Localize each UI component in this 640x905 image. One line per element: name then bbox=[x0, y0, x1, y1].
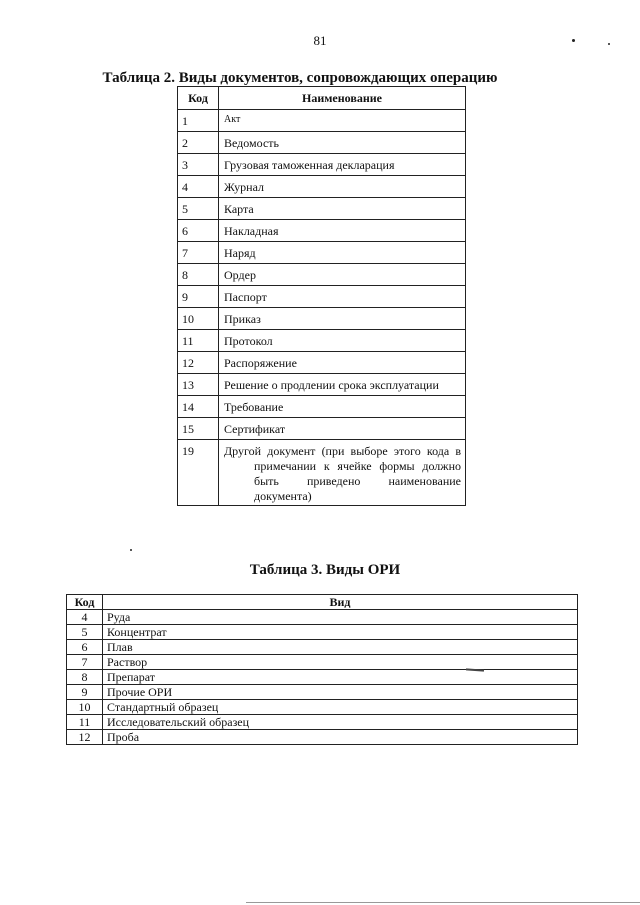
row-code: 9 bbox=[178, 286, 219, 308]
row-code: 4 bbox=[178, 176, 219, 198]
row-name: Карта bbox=[219, 198, 466, 220]
row-name: Паспорт bbox=[219, 286, 466, 308]
row-name bbox=[219, 440, 466, 506]
row-code: 13 bbox=[178, 374, 219, 396]
row-code: 12 bbox=[67, 730, 103, 745]
table-row bbox=[67, 640, 578, 655]
row-name: Накладная bbox=[219, 220, 466, 242]
row-code: 15 bbox=[178, 418, 219, 440]
row-name: Акт bbox=[219, 110, 466, 132]
row-name: Ведомость bbox=[219, 132, 466, 154]
row-name: Концентрат bbox=[103, 625, 578, 640]
table-row bbox=[67, 625, 578, 640]
row-code: 8 bbox=[178, 264, 219, 286]
table-row bbox=[178, 418, 466, 440]
row-code: 2 bbox=[178, 132, 219, 154]
scan-edge-line bbox=[246, 902, 640, 903]
row-code: 19 bbox=[178, 440, 219, 506]
scan-speck bbox=[608, 43, 610, 45]
table-header-row bbox=[67, 595, 578, 610]
table-row bbox=[178, 242, 466, 264]
table-row bbox=[67, 655, 578, 670]
table-row bbox=[178, 308, 466, 330]
row-name: Решение о продлении срока эксплуатации bbox=[219, 374, 466, 396]
table-row bbox=[67, 700, 578, 715]
row-code: 7 bbox=[67, 655, 103, 670]
row-code: 6 bbox=[67, 640, 103, 655]
row-code: 8 bbox=[67, 670, 103, 685]
table-row bbox=[178, 264, 466, 286]
row-code: 10 bbox=[178, 308, 219, 330]
row-name: Распоряжение bbox=[219, 352, 466, 374]
table-row bbox=[178, 154, 466, 176]
table-header-row bbox=[178, 87, 466, 110]
row-name: Препарат bbox=[103, 670, 578, 685]
row-name-text: Другой документ (при выборе этого кода в примечании к ячейке формы должно быть приведено наименование документа) bbox=[224, 444, 461, 503]
row-name: Требование bbox=[219, 396, 466, 418]
row-name: Плав bbox=[103, 640, 578, 655]
table-row bbox=[178, 110, 466, 132]
row-code: 12 bbox=[178, 352, 219, 374]
row-name: Исследовательский образец bbox=[103, 715, 578, 730]
row-code: 7 bbox=[178, 242, 219, 264]
row-code: 11 bbox=[178, 330, 219, 352]
scan-speck bbox=[130, 549, 132, 551]
row-code: 14 bbox=[178, 396, 219, 418]
table-row bbox=[178, 176, 466, 198]
table-row bbox=[178, 352, 466, 374]
row-code: 9 bbox=[67, 685, 103, 700]
row-code: 1 bbox=[178, 110, 219, 132]
page-number: 81 bbox=[313, 33, 327, 48]
row-code: 5 bbox=[178, 198, 219, 220]
column-header-code: Код bbox=[178, 87, 219, 110]
row-code: 10 bbox=[67, 700, 103, 715]
row-code: 11 bbox=[67, 715, 103, 730]
table-row bbox=[178, 396, 466, 418]
row-name: Грузовая таможенная декларация bbox=[219, 154, 466, 176]
row-name: Приказ bbox=[219, 308, 466, 330]
document-types-table bbox=[177, 86, 466, 506]
table-row bbox=[178, 374, 466, 396]
row-name: Стандартный образец bbox=[103, 700, 578, 715]
table-row bbox=[67, 715, 578, 730]
table-row bbox=[178, 198, 466, 220]
table-row bbox=[67, 685, 578, 700]
row-code: 5 bbox=[67, 625, 103, 640]
row-name: Руда bbox=[103, 610, 578, 625]
column-header-name: Вид bbox=[103, 595, 578, 610]
column-header-code: Код bbox=[67, 595, 103, 610]
row-name: Журнал bbox=[219, 176, 466, 198]
table-row bbox=[178, 220, 466, 242]
row-code: 3 bbox=[178, 154, 219, 176]
table-row bbox=[67, 730, 578, 745]
column-header-name: Наименование bbox=[219, 87, 466, 110]
row-name: Раствор bbox=[103, 655, 578, 670]
table-row bbox=[67, 610, 578, 625]
row-name: Прочие ОРИ bbox=[103, 685, 578, 700]
row-name: Протокол bbox=[219, 330, 466, 352]
row-code: 6 bbox=[178, 220, 219, 242]
table3-title: Таблица 3. Виды ОРИ bbox=[249, 562, 401, 578]
table-row bbox=[178, 286, 466, 308]
table-row bbox=[178, 440, 466, 506]
table-row bbox=[67, 670, 578, 685]
scan-speck bbox=[572, 39, 575, 42]
row-name: Ордер bbox=[219, 264, 466, 286]
row-name: Сертификат bbox=[219, 418, 466, 440]
row-name: Наряд bbox=[219, 242, 466, 264]
table2-title: Таблица 2. Виды документов, сопровождающих операцию bbox=[102, 70, 498, 86]
row-code: 4 bbox=[67, 610, 103, 625]
table-row bbox=[178, 132, 466, 154]
ori-types-table bbox=[66, 594, 578, 745]
row-name: Проба bbox=[103, 730, 578, 745]
table-row bbox=[178, 330, 466, 352]
